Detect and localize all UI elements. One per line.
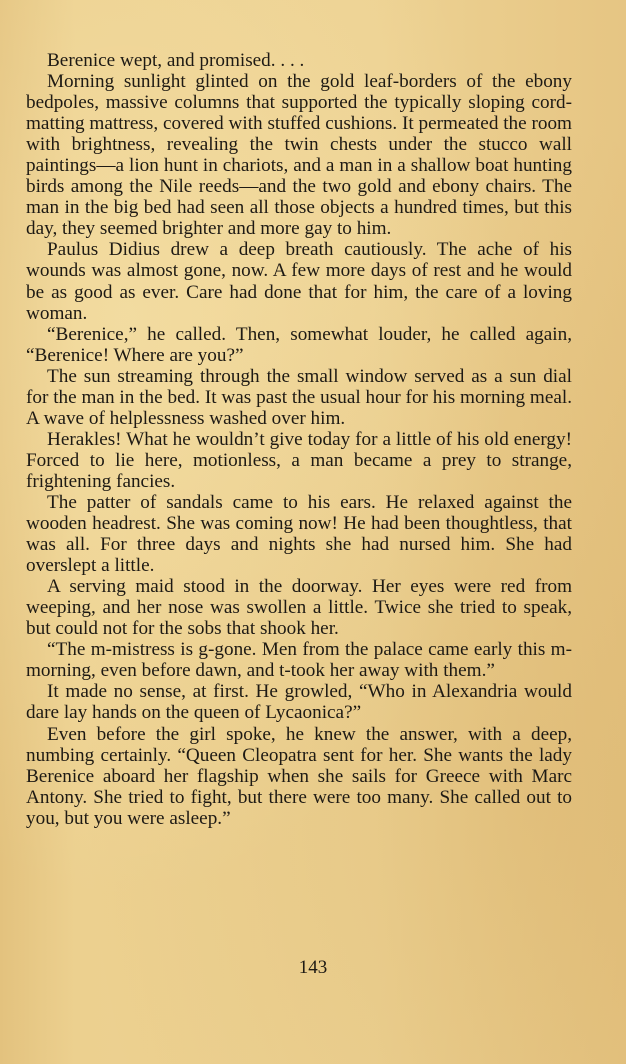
paragraph: Berenice wept, and promised. . . . bbox=[47, 50, 305, 71]
page-number: 143 bbox=[298, 957, 328, 978]
paragraph: Herakles! What he wouldn’t give today for a little of his old energy! Forced to lie here, motionless, a man became a prey to strange, frightening fancies. bbox=[26, 428, 572, 492]
paragraph: Even before the girl spoke, he knew the answer, with a deep, numbing certainly. “Queen Cleopatra sent for her. She wants the lady Berenice aboard her flagship when she sails for Greece with Marc Antony. She tried to fight, but there were too many. She called out to you, but you were asleep.” bbox=[26, 723, 572, 829]
paragraph: It made no sense, at first. He growled, “Who in Alexandria would dare lay hands on the queen of Lycaonica?” bbox=[26, 681, 572, 724]
paragraph: “Berenice,” he called. Then, somewhat louder, he called again, “Berenice! Where are you?” bbox=[26, 323, 572, 366]
paragraph: The sun streaming through the small window served as a sun dial for the man in the bed. It was past the usual hour for his morning meal. A wave of helplessness washed over him. bbox=[26, 365, 572, 429]
paragraph: The patter of sandals came to his ears. He relaxed against the wooden headrest. She was coming now! He had been thoughtless, that was all. For three days and nights she had nursed him. She had overslept a little. bbox=[26, 491, 572, 577]
paragraph: A serving maid stood in the doorway. Her eyes were red from weeping, and her nose was swollen a little. Twice she tried to speak, but could not for the sobs that shook her. bbox=[26, 576, 572, 640]
paragraph: “The m-mistress is g-gone. Men from the palace came early this m-morning, even before dawn, and t-took her away with them.” bbox=[26, 639, 572, 682]
body-text bbox=[26, 50, 572, 829]
paragraph: Morning sunlight glinted on the gold leaf-borders of the ebony bedpoles, massive columns that supported the typically sloping cord-matting mattress, covered with stuffed cushions. It permeated the room with brightness, revealing the twin chests under the stucco wall paintings—a lion hunt in chariots, and a man in a shallow boat hunting birds among the Nile reeds—and the two gold and ebony chairs. The man in the big bed had seen all those objects a hundred times, but this day, they seemed brighter and more gay to him. bbox=[26, 71, 572, 240]
paragraph: Paulus Didius drew a deep breath cautiously. The ache of his wounds was almost gone, now. A few more days of rest and he would be as good as ever. Care had done that for him, the care of a loving woman. bbox=[26, 239, 572, 324]
